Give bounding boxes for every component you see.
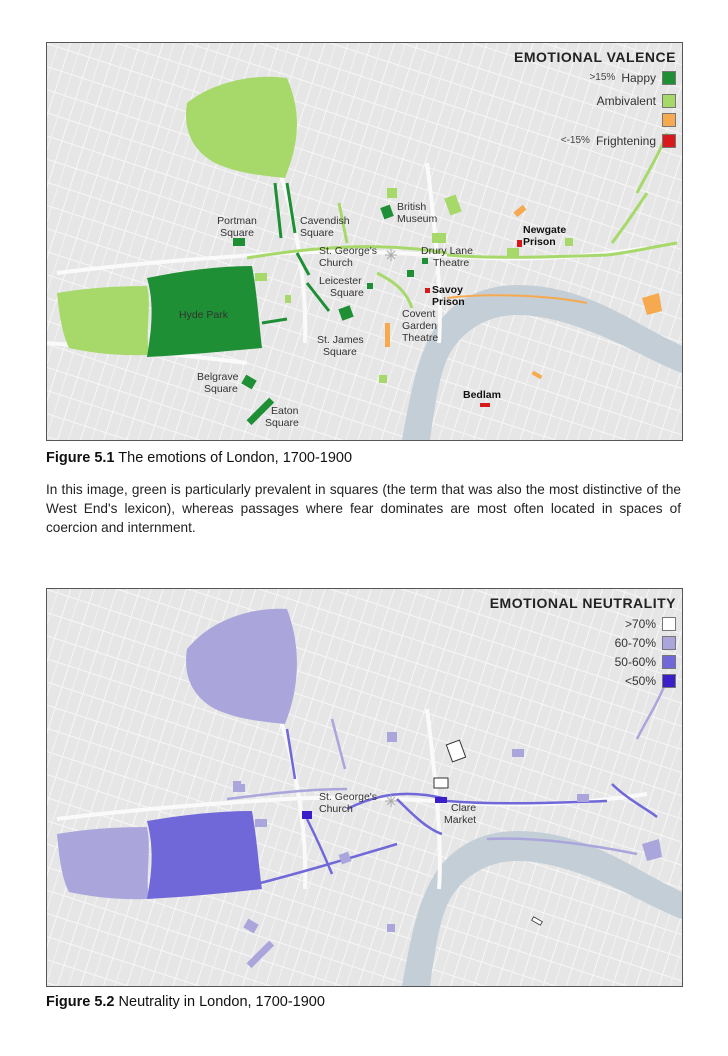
legend-item-ambivalent [514, 92, 676, 109]
legend-item-60-70 [490, 634, 676, 651]
legend-label: <50% [624, 673, 656, 688]
label-portman: Portman [217, 215, 257, 227]
legend-item-under-50 [490, 672, 676, 689]
legend-swatch [662, 134, 676, 148]
label-eaton-2: Square [265, 417, 299, 429]
neutrality-legend [490, 589, 682, 689]
legend-item-over-70 [490, 615, 676, 632]
label-st-james-2: Square [323, 346, 357, 358]
legend-label: Frightening [595, 133, 656, 148]
label-eaton: Eaton [271, 405, 299, 417]
figure-1-title: The emotions of London, 1700-1900 [118, 450, 353, 466]
emotional-neutrality-map [46, 588, 683, 987]
figure-2-number: Figure 5.2 [46, 994, 115, 1010]
legend-label: >70% [624, 616, 656, 631]
label-savoy-2: Prison [432, 296, 465, 308]
kensington-gardens-area [57, 286, 149, 355]
legend-label: 60-70% [614, 635, 656, 650]
label-savoy: Savoy [432, 284, 463, 296]
label-st-james: St. James [317, 334, 364, 346]
legend-threshold: >15% [589, 72, 616, 83]
label-covent-3: Theatre [402, 332, 439, 344]
label-british-museum-2: Museum [397, 213, 438, 225]
label-clare-2: Market [444, 814, 477, 826]
figure-2-title: Neutrality in London, 1700-1900 [118, 994, 325, 1010]
legend-swatch [662, 113, 676, 127]
kensington-gardens-area [57, 827, 149, 899]
legend-swatch [662, 617, 676, 631]
legend-swatch [662, 655, 676, 669]
legend-threshold: <-15% [560, 135, 590, 146]
valence-legend [514, 43, 682, 149]
label-british-museum: British [397, 201, 427, 213]
label-covent-2: Garden [402, 320, 438, 332]
legend-label: 50-60% [614, 654, 656, 669]
label-covent: Covent [402, 308, 436, 320]
legend-item-50-60 [490, 653, 676, 670]
label-leicester-2: Square [330, 287, 364, 299]
legend-item-frightening [514, 132, 676, 149]
legend-label: Ambivalent [596, 93, 656, 108]
body-paragraph: In this image, green is particularly prevalent in squares (the term that was also the most distinctive of the West End's lexicon), whereas passages where fear dominates are most often located in spaces of coercion and internment. [46, 482, 681, 535]
legend-label: Happy [621, 70, 656, 85]
label-st-georges-2: Church [319, 257, 353, 269]
label-cavendish-2: Square [300, 227, 334, 239]
legend-swatch [662, 94, 676, 108]
label-st-georges-2: Church [319, 803, 353, 815]
legend-swatch [662, 636, 676, 650]
legend-item-orange [514, 111, 676, 128]
label-cavendish: Cavendish [300, 215, 350, 227]
emotional-valence-map [46, 42, 683, 441]
label-portman-2: Square [220, 227, 254, 239]
legend-swatch [662, 674, 676, 688]
legend-swatch [662, 71, 676, 85]
label-clare: Clare [451, 802, 477, 814]
label-bedlam: Bedlam [463, 389, 501, 401]
legend-title: EMOTIONAL NEUTRALITY [489, 595, 676, 611]
label-drury-lane-2: Theatre [433, 257, 470, 269]
label-drury-lane: Drury Lane [421, 245, 473, 257]
figure-1-caption [46, 450, 352, 466]
label-hyde-park: Hyde Park [179, 309, 229, 321]
label-st-georges: St. George's [319, 245, 378, 257]
figure-2-caption [46, 994, 325, 1010]
label-belgrave-2: Square [204, 383, 238, 395]
label-st-georges: St. George's [319, 791, 378, 803]
label-belgrave: Belgrave [197, 371, 239, 383]
figure-1-number: Figure 5.1 [46, 450, 115, 466]
legend-item-happy [514, 69, 676, 86]
legend-title: EMOTIONAL VALENCE [514, 49, 676, 65]
label-leicester: Leicester [319, 275, 362, 287]
label-newgate: Newgate [523, 224, 567, 236]
label-newgate-2: Prison [523, 236, 556, 248]
